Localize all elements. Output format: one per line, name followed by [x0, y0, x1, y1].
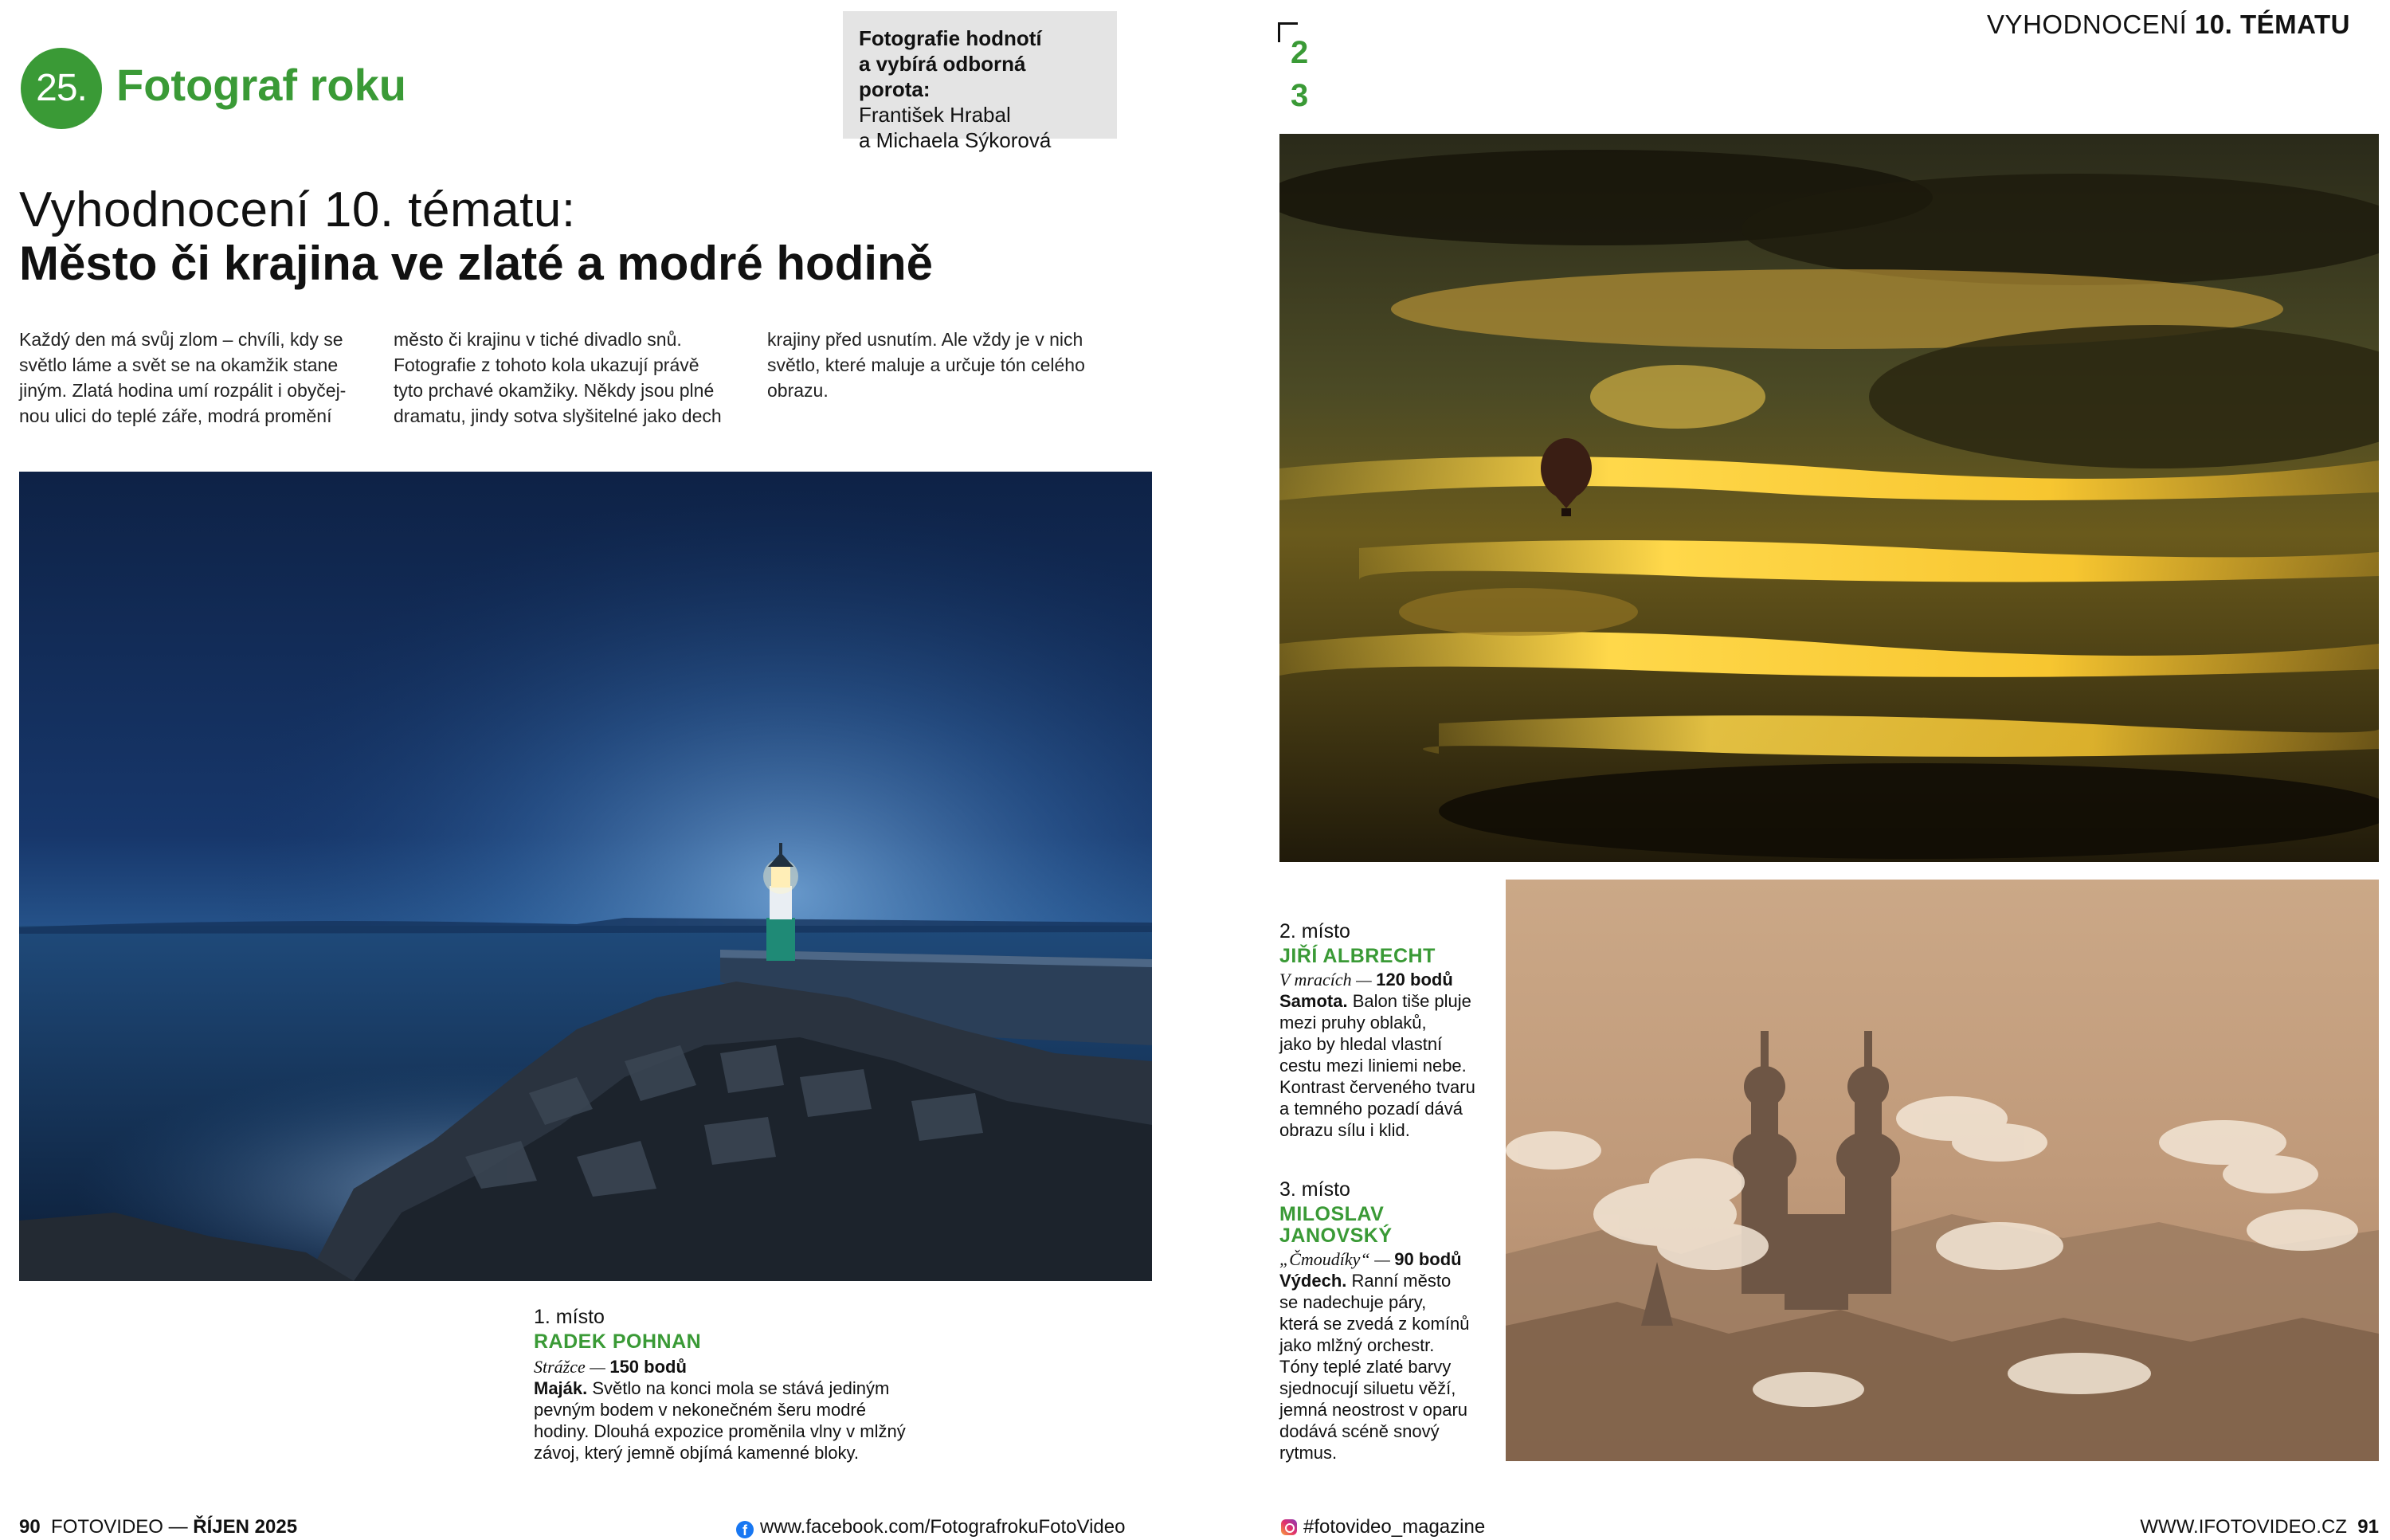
header-normal-text: VYHODNOCENÍ	[1987, 10, 2195, 39]
footer-left	[19, 1516, 297, 1538]
intro-column-3	[767, 327, 1118, 403]
caption-description	[1279, 990, 1495, 1141]
desc-line: se nadechuje páry,	[1279, 1292, 1427, 1312]
caption-place: 3. místo	[1279, 1178, 1350, 1201]
photo-points: 150 bodů	[609, 1357, 687, 1377]
footer-issue: ŘÍJEN 2025	[193, 1516, 298, 1538]
caption-author: RADEK POHNAN	[534, 1330, 702, 1353]
desc-line: Světlo na konci mola se stává jediným	[587, 1378, 890, 1398]
photo-points: 120 bodů	[1376, 970, 1453, 989]
headline-main: Město či krajina ve zlaté a modré hodině	[19, 237, 934, 290]
instagram-icon	[1281, 1519, 1297, 1535]
section-title: Fotograf roku	[116, 60, 406, 110]
caption-third-place	[1279, 1179, 1495, 1464]
intro-column-2	[394, 327, 744, 429]
jury-box	[843, 11, 1117, 152]
desc-line: jako by hledal vlastní	[1279, 1034, 1443, 1054]
issue-number-badge: 25.	[21, 48, 102, 129]
intro-line: nou ulici do teplé záře, modrá promění	[19, 406, 332, 426]
intro-line: Každý den má svůj zlom – chvíli, kdy se	[19, 329, 343, 350]
title-dash: —	[1351, 970, 1377, 989]
page-number-left: 90	[19, 1516, 41, 1538]
photo-title: „Čmoudíky“	[1279, 1249, 1370, 1269]
desc-line: Tóny teplé zlaté barvy	[1279, 1357, 1452, 1377]
caption-description	[534, 1377, 948, 1464]
desc-line: Balon tiše pluje	[1347, 991, 1471, 1011]
photo-city-smoke	[1506, 880, 2379, 1461]
caption-first-place	[534, 1307, 948, 1464]
desc-line: jako mlžný orchestr.	[1279, 1335, 1435, 1355]
desc-line: která se zvedá z komínů	[1279, 1314, 1470, 1334]
footer-right	[2140, 1516, 2379, 1538]
website-url[interactable]: WWW.IFOTOVIDEO.CZ	[2140, 1516, 2347, 1538]
intro-line: město či krajinu v tiché divadlo snů.	[394, 329, 682, 350]
headline-top: Vyhodnocení 10. tématu:	[19, 182, 576, 237]
desc-line: Kontrast červeného tvaru	[1279, 1077, 1475, 1097]
caption-photo-title	[534, 1356, 948, 1377]
photo-title: V mracích	[1279, 970, 1352, 989]
facebook-url: www.facebook.com/FotografrokuFotoVideo	[760, 1516, 1126, 1538]
caption-second-place	[1279, 921, 1495, 1141]
intro-line: krajiny před usnutím. Ale vždy je v nich	[767, 329, 1083, 350]
instagram-handle: #fotovideo_magazine	[1303, 1516, 1486, 1538]
facebook-icon: f	[736, 1521, 754, 1538]
footer-magazine: FOTOVIDEO —	[51, 1516, 194, 1538]
caption-photo-title	[1279, 969, 1495, 990]
desc-line: rytmus.	[1279, 1443, 1338, 1463]
desc-line: mezi pruhy oblaků,	[1279, 1013, 1427, 1033]
header-bold-text: 10. TÉMATU	[2194, 10, 2350, 39]
caption-description	[1279, 1270, 1495, 1464]
desc-line: Ranní město	[1346, 1271, 1452, 1291]
desc-line: a temného pozadí dává	[1279, 1099, 1463, 1119]
caption-lead: Maják.	[534, 1378, 588, 1398]
desc-line: dodává scéně snový	[1279, 1421, 1440, 1441]
photo-points: 90 bodů	[1394, 1249, 1462, 1269]
photo-number-2: 2	[1291, 35, 1309, 70]
intro-line: obrazu.	[767, 380, 829, 401]
page-number-right: 91	[2357, 1516, 2379, 1538]
footer-instagram-tag[interactable]	[1281, 1516, 1485, 1538]
desc-line: pevným bodem v nekonečném šeru modré	[534, 1400, 866, 1420]
title-dash: —	[1369, 1249, 1395, 1269]
intro-line: jiným. Zlatá hodina umí rozpálit i obyčej-	[19, 380, 347, 401]
jury-heading-line2: a vybírá odborná porota:	[859, 52, 1026, 101]
right-page-header	[1987, 10, 2350, 40]
intro-line: Fotografie z tohoto kola ukazují právě	[394, 355, 699, 375]
desc-line: cestu mezi liniemi nebe.	[1279, 1056, 1467, 1076]
photo-title: Strážce	[534, 1357, 586, 1377]
caption-photo-title	[1279, 1248, 1495, 1270]
caption-place: 2. místo	[1279, 920, 1350, 942]
jury-name-2: a Michaela Sýkorová	[859, 128, 1052, 152]
photo-lighthouse	[19, 472, 1152, 1281]
photo-number-3: 3	[1291, 78, 1309, 113]
photo-balloon	[1279, 134, 2379, 862]
caption-place: 1. místo	[534, 1306, 605, 1328]
jury-heading-line1: Fotografie hodnotí	[859, 26, 1042, 50]
desc-line: závoj, který jemně objímá kamenné bloky.	[534, 1443, 859, 1463]
desc-line: jemná neostrost v oparu	[1279, 1400, 1468, 1420]
caption-author-line2: JANOVSKÝ	[1279, 1225, 1393, 1247]
caption-lead: Výdech.	[1279, 1271, 1347, 1291]
jury-name-1: František Hrabal	[859, 103, 1011, 127]
intro-column-1	[19, 327, 370, 429]
desc-line: obrazu sílu i klid.	[1279, 1120, 1410, 1140]
desc-line: sjednocují siluetu věží,	[1279, 1378, 1456, 1398]
footer-facebook-link[interactable]	[736, 1516, 1125, 1538]
caption-author: JIŘÍ ALBRECHT	[1279, 945, 1436, 967]
intro-line: světlo láme a svět se na okamžik stane	[19, 355, 339, 375]
intro-line: světlo, které maluje a určuje tón celého	[767, 355, 1085, 375]
intro-line: dramatu, jindy sotva slyšitelné jako dech	[394, 406, 722, 426]
desc-line: hodiny. Dlouhá expozice proměnila vlny v mlžný	[534, 1421, 906, 1441]
title-dash: —	[585, 1357, 610, 1377]
intro-line: tyto prchavé okamžiky. Někdy jsou plné	[394, 380, 715, 401]
caption-author-line1: MILOSLAV	[1279, 1203, 1385, 1225]
caption-lead: Samota.	[1279, 991, 1348, 1011]
